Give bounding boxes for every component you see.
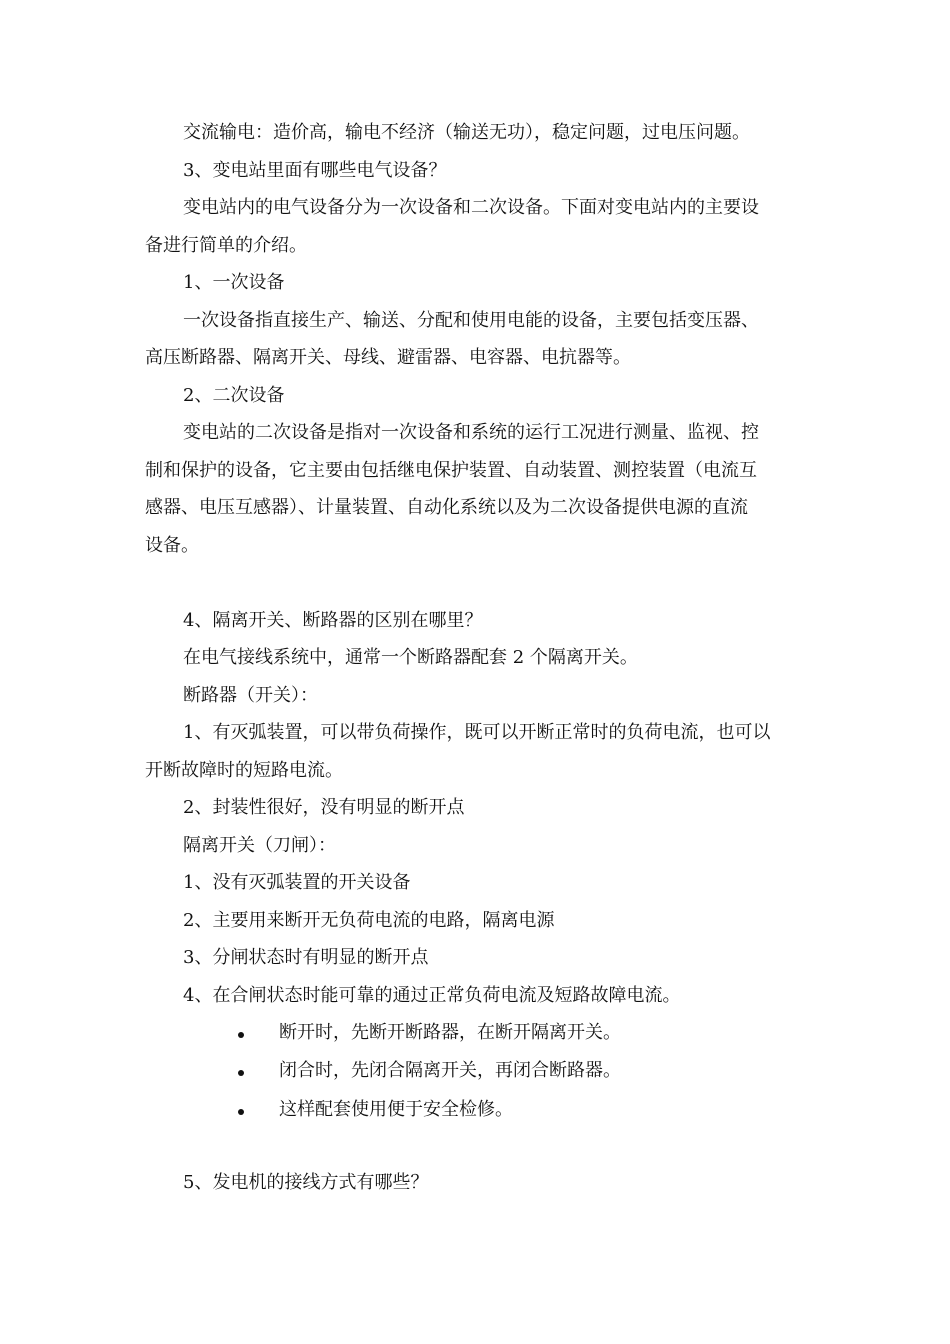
paragraph-disconnector-3: 3、分闸状态时有明显的断开点 [183, 947, 429, 968]
paragraph-primary-line1: 一次设备指直接生产、输送、分配和使用电能的设备，主要包括变压器、 [183, 310, 759, 331]
heading-primary-equipment: 1、一次设备 [183, 272, 285, 293]
bullet-item-maintenance: 这样配套使用便于安全检修。 [279, 1099, 513, 1120]
paragraph-disconnector-1: 1、没有灭弧装置的开关设备 [183, 872, 411, 893]
paragraph-secondary-line2: 制和保护的设备，它主要由包括继电保护装置、自动装置、测控装置（电流互 [145, 460, 757, 481]
heading-secondary-equipment: 2、二次设备 [183, 385, 285, 406]
paragraph-breaker-1-line1: 1、有灭弧装置，可以带负荷操作，既可以开断正常时的负荷电流，也可以 [183, 722, 771, 743]
paragraph-wiring-system: 在电气接线系统中，通常一个断路器配套 2 个隔离开关。 [183, 647, 638, 668]
paragraph-primary-line2: 高压断路器、隔离开关、母线、避雷器、电容器、电抗器等。 [145, 347, 631, 368]
bullet-icon [238, 1070, 244, 1076]
bullet-icon [238, 1109, 244, 1115]
paragraph-breaker-2: 2、封装性很好，没有明显的断开点 [183, 797, 465, 818]
heading-q3: 3、变电站里面有哪些电气设备？ [183, 160, 447, 181]
paragraph-intro-line1: 变电站内的电气设备分为一次设备和二次设备。下面对变电站内的主要设 [183, 197, 759, 218]
paragraph-intro-line2: 备进行简单的介绍。 [145, 235, 307, 256]
paragraph-ac-transmission: 交流输电：造价高，输电不经济（输送无功），稳定问题，过电压问题。 [183, 122, 750, 143]
heading-disconnector: 隔离开关（刀闸）： [183, 835, 336, 856]
heading-q4: 4、隔离开关、断路器的区别在哪里？ [183, 610, 483, 631]
paragraph-secondary-line4: 设备。 [145, 535, 199, 556]
paragraph-disconnector-4: 4、在合闸状态时能可靠的通过正常负荷电流及短路故障电流。 [183, 985, 681, 1006]
bullet-item-close: 闭合时，先闭合隔离开关，再闭合断路器。 [279, 1060, 621, 1081]
bullet-icon [238, 1032, 244, 1038]
heading-circuit-breaker: 断路器（开关）： [183, 685, 318, 706]
heading-q5: 5、发电机的接线方式有哪些？ [183, 1172, 429, 1193]
paragraph-secondary-line3: 感器、电压互感器）、计量装置、自动化系统以及为二次设备提供电源的直流 [145, 497, 748, 518]
bullet-item-open: 断开时，先断开断路器，在断开隔离开关。 [279, 1022, 621, 1043]
paragraph-secondary-line1: 变电站的二次设备是指对一次设备和系统的运行工况进行测量、监视、控 [183, 422, 759, 443]
paragraph-breaker-1-line2: 开断故障时的短路电流。 [145, 760, 343, 781]
paragraph-disconnector-2: 2、主要用来断开无负荷电流的电路，隔离电源 [183, 910, 555, 931]
